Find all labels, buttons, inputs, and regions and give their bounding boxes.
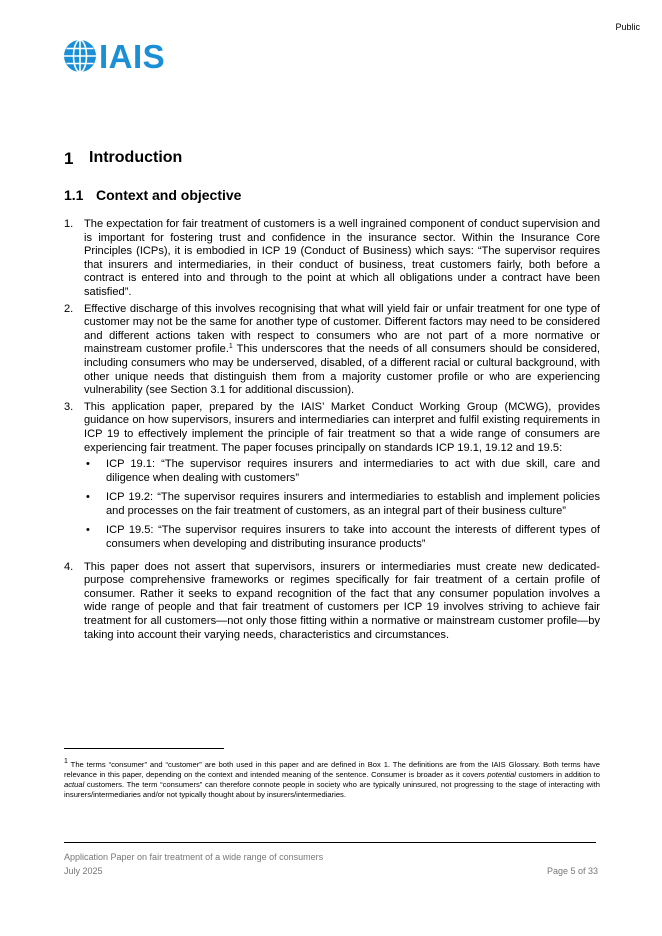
section-heading — [64, 149, 182, 169]
section-title: Introduction — [89, 149, 183, 166]
paragraph-number: 1. — [64, 218, 74, 230]
footnote-emphasis: potential — [487, 770, 516, 779]
subsection-heading — [64, 187, 241, 203]
bullet-text: ICP 19.2: “The supervisor requires insurers and intermediaries to establish and implement policies and processes on the fair treatment of customers, as an integral part of their business culture” — [106, 491, 600, 517]
globe-icon — [63, 39, 97, 73]
paragraph-text-part: Effective discharge of this involves recognising that what will yield fair or unfair treatment for one type of customer may not be the same for another type of customer. Different factors may need to be considered and different actions taken with respect to consumers who are not part of a more normative or mainstream customer profile. — [84, 302, 600, 356]
subsection-title: Context and objective — [96, 187, 242, 203]
icp-bullet-list — [84, 458, 600, 552]
bullet-icon: • — [86, 524, 90, 537]
paragraph-number: 3. — [64, 400, 74, 413]
logo-text: IAIS — [99, 37, 166, 75]
paragraph-text-part: This underscores that the needs of all consumers should be considered, including consumers who may be underserved, disabled, of a different racial or cultural background, with other unique needs that distinguish them from a majority customer profile or who are experiencing vulnerability (see Section 3.1 for additional discussion). — [84, 343, 600, 397]
footnote-reference[interactable]: 1 — [228, 343, 233, 351]
bullet-text: ICP 19.5: “The supervisor requires insurers to take into account the interests of different types of consumers when developing and distributing insurance products” — [106, 524, 600, 551]
paragraph-number: 4. — [64, 560, 74, 573]
body-content — [64, 218, 600, 645]
footer-page-number: Page 5 of 33 — [546, 866, 598, 876]
paragraph-2 — [64, 303, 600, 398]
list-item — [84, 491, 600, 518]
bullet-text: ICP 19.1: “The supervisor requires insurers and intermediaries to act with due skill, care and diligence when dealing with customers” — [106, 458, 600, 484]
footnote — [64, 760, 600, 800]
paragraph-text: This application paper, prepared by the IAIS’ Market Conduct Working Group (MCWG), provides guidance on how supervisors, insurers and intermediaries can interpret and fulfil existing requirements in ICP 19 to effectively implement the principle of fair treatment so that a wide range of consumers are experiencing fair treatment. The paper focuses principally on standards ICP 19.1, 19.12 and 19.5: — [84, 400, 600, 454]
paragraph-number: 2. — [64, 302, 74, 315]
footnote-text-part: customers. The term “consumers” can therefore connote people in society who are typically uninsured, not progressing to the stage of interacting with insurers/intermediaries and/or not typically thought about by insurers/intermediaries. — [64, 780, 600, 799]
footer-document-title: Application Paper on fair treatment of a wide range of consumers — [64, 852, 324, 862]
iais-logo — [63, 39, 165, 73]
classification-label: Public — [615, 22, 640, 32]
paragraph-text: This paper does not assert that supervisors, insurers or intermediaries must create new dedicated-purpose comprehensive frameworks or regimes specifically for fair treatment of a certain profile of consumer. Rather it seeks to expand recognition of the fact that any consumer population involves a wide range of people and that fair treatment of customers per ICP 19 involves striving to achieve fair treatment for all customers—not only those fitting within a normative or mainstream customer profile—by taking into account their varying needs, characteristics and circumstances. — [84, 560, 600, 641]
footnote-text-part: The terms “consumer” and “customer” are both used in this paper and are defined in Box 1. The definitions are from the IAIS Glossary. Both terms have relevance in this paper, depending on the context and intended meaning of the sentence. Consumer is broader as it covers — [64, 760, 600, 779]
paragraph-1 — [64, 218, 600, 300]
paragraph-4 — [64, 561, 600, 643]
paragraph-text — [84, 303, 600, 398]
section-number: 1 — [64, 149, 74, 168]
footer-date: July 2025 — [64, 866, 103, 876]
footnote-divider — [64, 748, 224, 749]
list-item — [84, 524, 600, 551]
bullet-icon: • — [86, 491, 90, 504]
list-item — [84, 458, 600, 485]
footer-divider — [64, 842, 596, 843]
paragraph-text: The expectation for fair treatment of customers is a well ingrained component of conduct supervision and is important for fostering trust and confidence in the insurance sector. Within the Insurance Core Principles (ICPs), it is embodied in ICP 19 (Conduct of Business) which says: “The supervisor requires that insurers and intermediaries, in their conduct of business, treat customers fairly, both before a contract is entered into and through to the point at which all obligations under a contract have been satisfied”. — [84, 218, 600, 298]
footnote-text-part: customers in addition to — [515, 770, 600, 779]
paragraph-body — [84, 401, 600, 558]
subsection-number: 1.1 — [64, 187, 84, 203]
footnote-emphasis: actual — [64, 780, 85, 789]
footnote-marker: 1 — [64, 758, 68, 765]
paragraph-3 — [64, 401, 600, 558]
bullet-icon: • — [86, 458, 90, 471]
